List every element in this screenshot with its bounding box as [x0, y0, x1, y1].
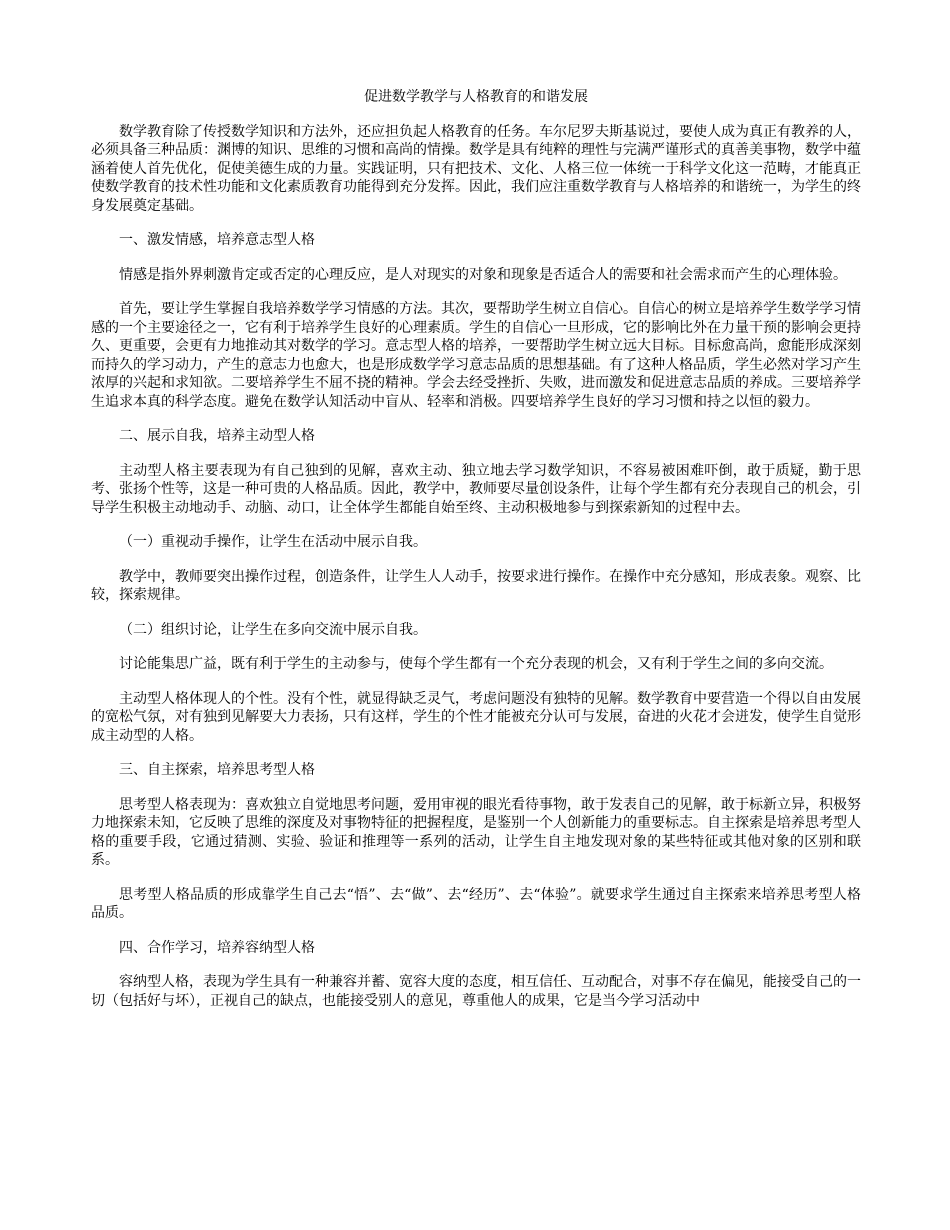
paragraph: 思考型人格品质的形成靠学生自己去“悟”、去“做”、去“经历”、去“体验”。就要求学生通过自主探索来培养思考型人格品质。 — [91, 886, 861, 921]
paragraph: 主动型人格主要表现为有自己独到的见解，喜欢主动、独立地去学习数学知识，不容易被困难吓倒，敢于质疑，勤于思考、张扬个性等，这是一种可贵的人格品质。因此，教学中，教师要尽量创设条件，让每个学生都有充分表现自己的机会，引导学生积极主动地动手、动脑、动口，让全体学生都能自始至终、主动积极地参与到探索新知的过程中去。 — [91, 462, 861, 516]
paragraph: 主动型人格体现人的个性。没有个性，就显得缺乏灵气，考虑问题没有独特的见解。数学教育中要营造一个得以自由发展的宽松气氛，对有独到见解要大力表扬，只有这样，学生的个性才能被充分认可与发展，奋进的火花才会迸发，使学生自觉形成主动型的人格。 — [91, 690, 861, 744]
paragraph: 容纳型人格，表现为学生具有一种兼容并蓄、宽容大度的态度，相互信任、互动配合，对事不存在偏见，能接受自己的一切（包括好与坏），正视自己的缺点，也能接受别人的意见，尊重他人的成果，它是当今学习活动中 — [91, 974, 861, 1009]
section-heading: 二、展示自我，培养主动型人格 — [119, 428, 315, 444]
paragraph: 思考型人格表现为：喜欢独立自觉地思考问题，爱用审视的眼光看待事物，敢于发表自己的见解，敢于标新立异，积极努力地探索未知，它反映了思维的深度及对事物特征的把握程度，是鉴别一个人创新能力的重要标志。自主探索是培养思考型人格的重要手段，它通过猜测、实验、验证和推理等一系列的活动，让学生自主地发现对象的某些特征或其他对象的区别和联系。 — [91, 796, 861, 868]
paragraph: 数学教育除了传授数学知识和方法外，还应担负起人格教育的任务。车尔尼罗夫斯基说过，要使人成为真正有教养的人，必须具备三种品质：渊博的知识、思维的习惯和高尚的情操。数学是具有纯粹的理性与完满严谨形式的真善美事物，数学中蕴涵着使人首先优化，促使美德生成的力量。实践证明，只有把技术、文化、人格三位一体统一于科学文化这一范畴，才能真正使数学教育的技术性功能和文化素质教育功能得到充分发挥。因此，我们应注重数学教育与人格培养的和谐统一，为学生的终身发展奠定基础。 — [91, 123, 861, 214]
paragraph: 首先，要让学生掌握自我培养数学学习情感的方法。其次，要帮助学生树立自信心。自信心的树立是培养学生数学学习情感的一个主要途径之一，它有利于培养学生良好的心理素质。学生的自信心一旦形成，它的影响比外在力量干预的影响会更持久、更重要，会更有力地推动其对数学的学习。意志型人格的培养，一要帮助学生树立远大目标。目标愈高尚，愈能形成深刻而持久的学习动力，产生的意志力也愈大，也是形成数学学习意志品质的思想基础。有了这种人格品质，学生必然对学习产生浓厚的兴起和求知欲。二要培养学生不屈不挠的精神。学会去经受挫折、失败，进而激发和促进意志品质的养成。三要培养学生追求本真的科学态度。避免在数学认知活动中盲从、轻率和消极。四要培养学生良好的学习习惯和持之以恒的毅力。 — [91, 301, 861, 410]
subsection-heading: （二）组织讨论，让学生在多向交流中展示自我。 — [119, 621, 427, 638]
section-heading: 一、激发情感，培养意志型人格 — [119, 232, 315, 248]
document-title: 促进数学教学与人格教育的和谐发展 — [364, 89, 588, 105]
paragraph: 情感是指外界刺激肯定或否定的心理反应，是人对现实的对象和现象是否适合人的需要和社会需求而产生的心理体验。 — [119, 266, 847, 283]
paragraph: 教学中，教师要突出操作过程，创造条件，让学生人人动手，按要求进行操作。在操作中充分感知，形成表象。观察、比较，探索规律。 — [91, 568, 861, 603]
section-heading: 四、合作学习，培养容纳型人格 — [119, 939, 315, 956]
document-page — [91, 88, 861, 1026]
subsection-heading: （一）重视动手操作，让学生在活动中展示自我。 — [119, 534, 427, 550]
section-heading: 三、自主探索，培养思考型人格 — [119, 762, 315, 778]
paragraph: 讨论能集思广益，既有利于学生的主动参与，使每个学生都有一个充分表现的机会，又有利于学生之间的多向交流。 — [119, 656, 833, 672]
